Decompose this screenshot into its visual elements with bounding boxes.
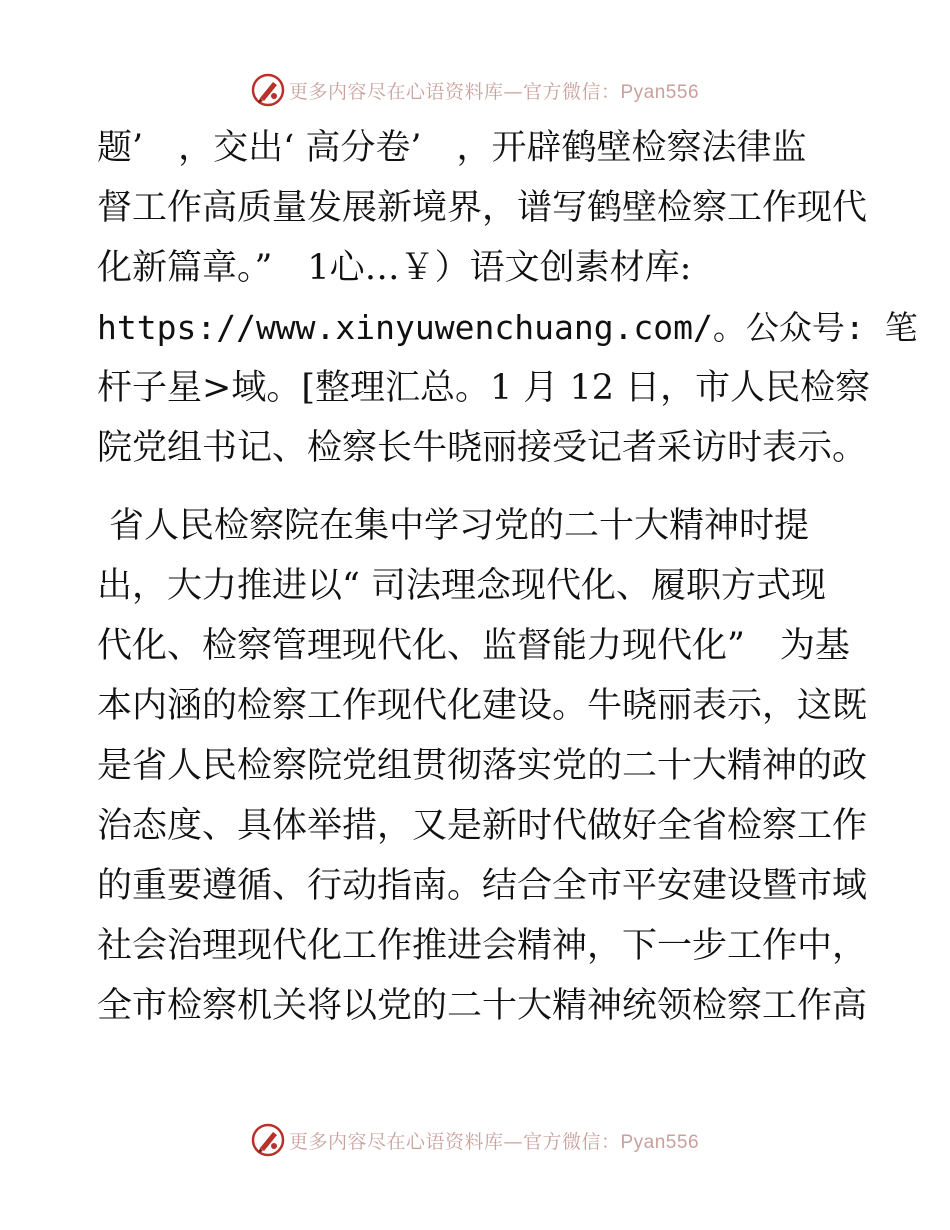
pen-logo-icon	[251, 73, 285, 107]
footer-banner-label: 更多内容尽在心语资料库—官方微信：	[288, 1130, 621, 1153]
text-line: 院党组书记、检察长牛晓丽接受记者采访时表示。	[97, 428, 868, 468]
footer-wechat-id: Pyan556	[620, 1131, 700, 1153]
text-line: 治态度、具体举措，又是新时代做好全省检察工作	[97, 806, 868, 846]
text-line: 督工作高质量发展新境界，谱写鹤壁检察工作现代	[97, 188, 868, 228]
text-line: 是省人民检察院党组贯彻落实党的二十大精神的政	[97, 746, 868, 786]
text-line: 全市检察机关将以党的二十大精神统领检察工作高	[97, 986, 868, 1026]
text-line: 的重要遵循、行动指南。结合全市平安建设暨市域	[97, 866, 868, 906]
text-line-url: https://www.xinyuwenchuang.com/。公众号: 笔	[97, 308, 918, 347]
text-line: 杆子星>域。[整理汇总。1 月 12 日，市人民检察	[97, 368, 871, 408]
text-line: 化新篇章。” 1心…￥）语文创素材库:	[97, 248, 692, 288]
document-body	[97, 118, 918, 1036]
header-banner	[0, 72, 950, 108]
paragraph-2	[97, 496, 868, 1036]
header-banner-label: 更多内容尽在心语资料库—官方微信：	[288, 80, 621, 103]
paragraph-1	[97, 118, 918, 478]
text-line: 出，大力推进以“ 司法理念现代化、履职方式现	[97, 566, 827, 606]
text-line: 题’ ，交出‘ 高分卷’ ，开辟鹤壁检察法律监	[97, 128, 807, 168]
footer-banner	[0, 1122, 950, 1158]
text-line: 本内涵的检察工作现代化建设。牛晓丽表示，这既	[97, 686, 868, 726]
text-line: 省人民检察院在集中学习党的二十大精神时提	[109, 506, 810, 546]
footer-banner-text	[289, 1127, 699, 1154]
header-wechat-id: Pyan556	[620, 81, 700, 103]
header-banner-text	[289, 77, 699, 104]
text-line: 代化、检察管理现代化、监督能力现代化” 为基	[97, 626, 850, 666]
text-line: 社会治理现代化工作推进会精神，下一步工作中，	[97, 926, 868, 966]
pen-logo-icon	[251, 1123, 285, 1157]
